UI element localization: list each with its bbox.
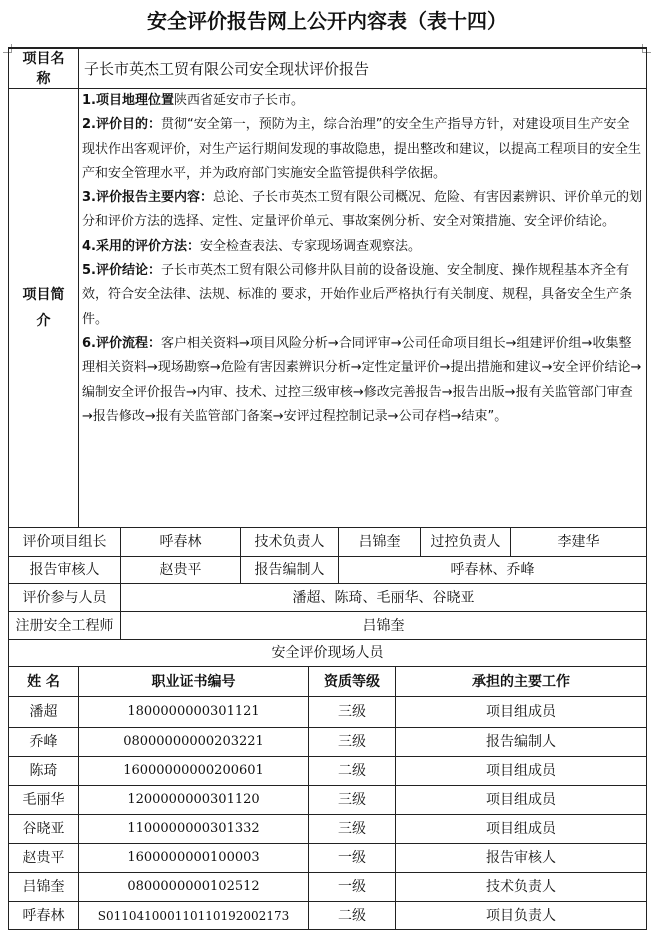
main-duty: 项目负责人 (486, 907, 556, 924)
qual-level: 一级 (338, 850, 366, 866)
leader-value: 呼春林 (159, 534, 202, 550)
document-title: 安全评价报告网上公开内容表（表十四） (147, 9, 507, 33)
reviewer-value: 赵贵平 (159, 562, 202, 578)
person-name: 毛丽华 (22, 792, 65, 808)
person-name: 谷晓亚 (22, 821, 65, 837)
person-name: 乔峰 (29, 734, 58, 750)
tech-value: 吕锦奎 (358, 534, 401, 550)
main-duty: 项目组成员 (486, 704, 556, 720)
table-header-cert: 职业证书编号 (151, 673, 236, 690)
person-name: 吕锦奎 (22, 879, 65, 895)
intro-item: 6.评价流程：客户相关资料→项目风险分析→合同评审→公司任命项目组长→组建评价组→收集整理相关资料→现场勘察→危险有害因素辨识分析→定性定量评价→提出措施和建议→安全评价结论→编制安全评价报告→内审、技术、过控三级审核→修改完善报告→报告出版→报有关监管部门审查→报告修改→报有关监管部门备案→安评过程控制记录→公司存档→结束”。 (82, 335, 642, 424)
table-header-name: 姓 名 (27, 673, 60, 690)
main-duty: 项目组成员 (486, 821, 556, 837)
qual-level: 三级 (338, 704, 366, 720)
project-name-label: 项目名 称 (22, 50, 65, 87)
qual-level: 三级 (338, 734, 366, 750)
editor-value: 呼春林、乔峰 (450, 562, 535, 578)
editor-label: 报告编制人 (254, 562, 325, 578)
cert-number: 1600000000100003 (127, 850, 260, 865)
intro-item: 3.评价报告主要内容：总论、子长市英杰工贸有限公司概况、危险、有害因素辨识、评价单元的划分和评价方法的选择、定性、定量评价单元、事故案例分析、安全对策措施、安全评价结论。 (82, 190, 642, 230)
project-name-value: 子长市英杰工贸有限公司安全现状评价报告 (84, 59, 370, 78)
leader-label: 评价项目组长 (22, 534, 107, 550)
intro-item: 5.评价结论：子长市英杰工贸有限公司修井队目前的设备设施、安全制度、操作规程基本齐全有效，符合安全法律、法规、标准的 要求，开始作业后严格执行有关制度、规程，具备安全生产条件。 (82, 263, 633, 327)
cert-number: 1200000000301120 (127, 792, 260, 807)
table-header-level: 资质等级 (324, 673, 380, 690)
qual-level: 二级 (338, 907, 366, 924)
cert-number: 08000000000203221 (123, 734, 264, 749)
main-duty: 项目组成员 (486, 763, 556, 779)
intro-item: 1.项目地理位置陕西省延安市子长市。 (82, 93, 304, 108)
person-name: 呼春林 (22, 907, 65, 924)
engineer-label: 注册安全工程师 (15, 617, 114, 634)
main-duty: 报告编制人 (486, 734, 556, 750)
qual-level: 一级 (338, 879, 366, 895)
main-duty: 报告审核人 (486, 850, 556, 866)
cert-number: 1100000000301332 (127, 821, 260, 836)
main-duty: 技术负责人 (486, 879, 556, 895)
participants-label: 评价参与人员 (22, 589, 107, 606)
person-name: 赵贵平 (22, 850, 65, 866)
main-duty: 项目组成员 (486, 792, 556, 808)
qual-level: 三级 (338, 792, 366, 808)
engineer-value: 吕锦奎 (362, 617, 405, 634)
cert-number: S011041000110110192002173 (97, 908, 290, 923)
onsite-caption: 安全评价现场人员 (271, 645, 384, 661)
cert-number: 0800000000102512 (127, 879, 260, 894)
person-name: 潘超 (29, 704, 58, 720)
qual-level: 二级 (338, 763, 366, 779)
table-header-duty: 承担的主要工作 (472, 673, 570, 690)
project-intro-label: 项目简 介 (22, 287, 65, 329)
reviewer-label: 报告审核人 (29, 562, 100, 578)
process-value: 李建华 (557, 534, 600, 550)
intro-item: 2.评价目的：贯彻“安全第一，预防为主，综合治理”的安全生产指导方针，对建设项目生产安全现状作出客观评价，对生产运行期间发现的事故隐患，提出整改和建议，以提高工程项目的安全生产和安全管理水平，并为政府部门实施安全监管提供科学依据。 (82, 117, 642, 181)
cert-number: 1800000000301121 (127, 704, 260, 719)
participants-value: 潘超、陈琦、毛丽华、谷晓亚 (292, 589, 475, 606)
cert-number: 16000000000200601 (123, 763, 264, 778)
intro-item: 4.采用的评价方法：安全检查表法、专家现场调查观察法。 (82, 238, 421, 254)
qual-level: 三级 (338, 821, 366, 837)
project-intro-body (82, 89, 642, 429)
tech-label: 技术负责人 (254, 534, 325, 550)
person-name: 陈琦 (29, 763, 58, 779)
process-label: 过控负责人 (430, 534, 501, 550)
